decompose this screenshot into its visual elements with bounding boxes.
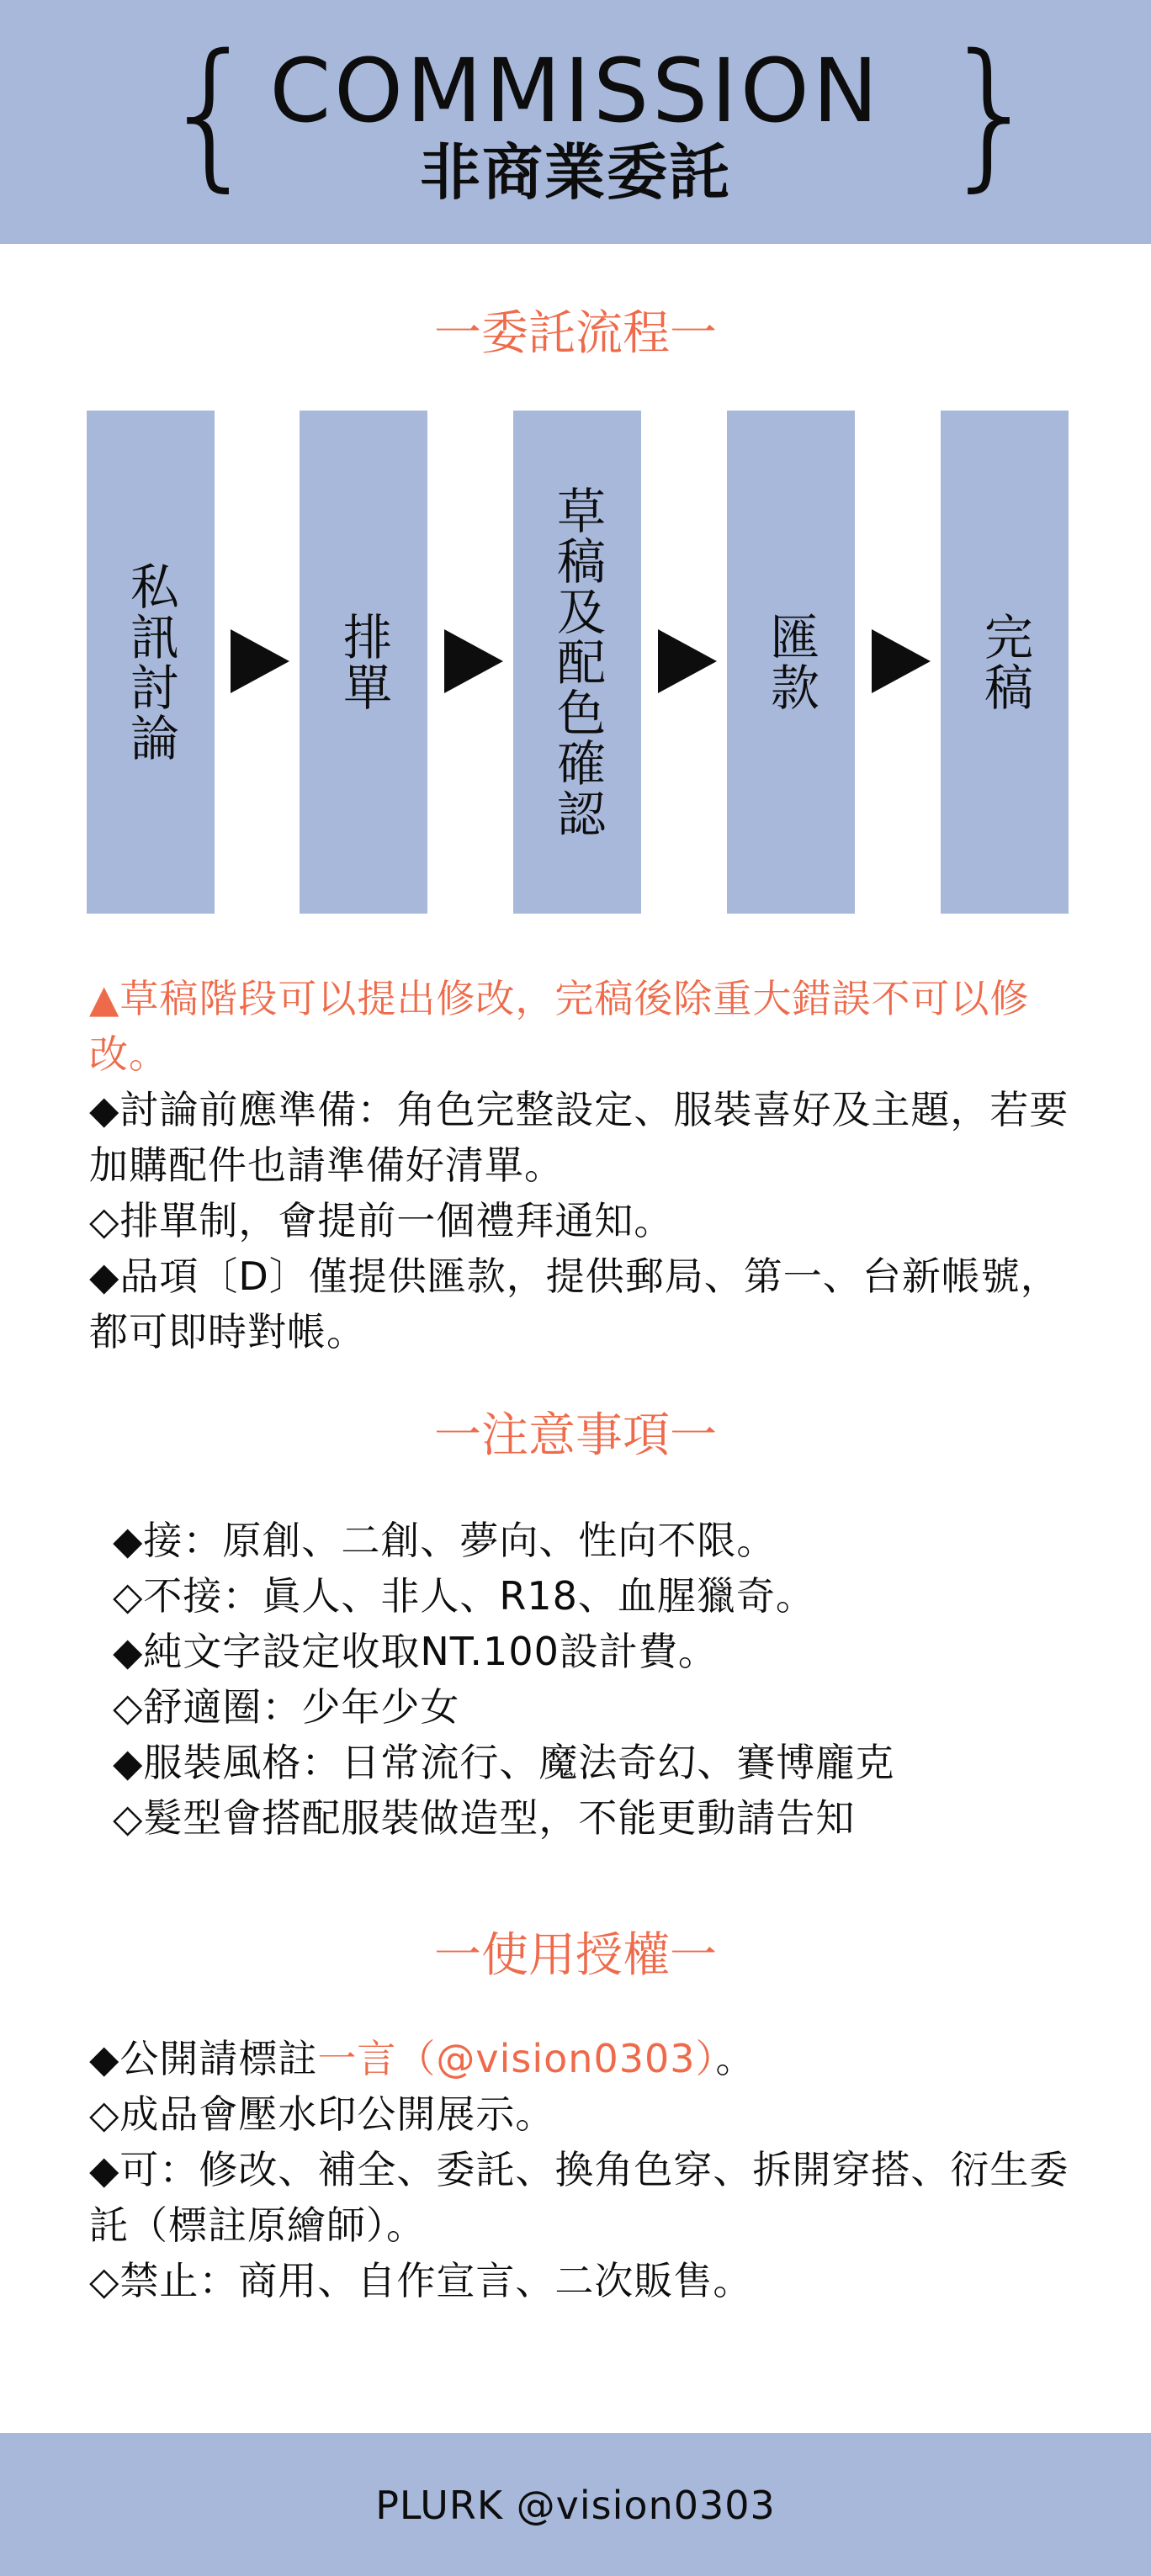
license-credit-line [89,2031,1074,2086]
header-banner [0,0,1151,244]
process-step-2 [300,411,427,914]
notice-section-title: 一注意事項一 [434,1408,717,1463]
page-subtitle: 非商業委託 [419,137,731,208]
process-step-label: 草稿及配色確認 [549,485,606,839]
right-arrow-icon [872,629,931,693]
notice-item: ◇不接：眞人、非人、R18、血腥獵奇。 [113,1573,815,1619]
footer-banner [0,2433,1151,2576]
page-title: COMMISSION [269,40,882,142]
process-note-item: ◆討論前應準備：角色完整設定、服裝喜好及主題，若要加購配件也請準備好清單。 [89,1087,1069,1188]
license-item: ◇成品會壓水印公開展示。 [89,2091,555,2137]
process-notes [89,971,1074,1360]
process-step-label: 完稿 [976,612,1033,713]
notice-item: ◆純文字設定收取NT.100設計費。 [113,1629,718,1674]
process-warning: ▲草稿階段可以提出修改，完稿後除重大錯誤不可以修改。 [89,976,1030,1077]
process-step-label: 排單 [335,612,392,713]
process-step-1 [87,411,215,914]
process-step-4 [727,411,855,914]
notice-item: ◇舒適圈：少年少女 [113,1684,460,1730]
license-list [89,2031,1074,2308]
notice-item: ◆服裝風格：日常流行、魔法奇幻、賽博龐克 [113,1740,895,1785]
license-credit-prefix: ◆公開請標註 [89,2036,318,2081]
license-item: ◆可：修改、補全、委託、換角色穿、拆開穿搭、衍生委託（標註原繪師）。 [89,2147,1069,2248]
right-arrow-icon [231,629,289,693]
process-step-5 [941,411,1069,914]
process-step-label: 匯款 [762,612,819,713]
process-note-item: ◇排單制，會提前一個禮拜通知。 [89,1198,674,1243]
notice-item: ◇髮型會搭配服裝做造型，不能更動請告知 [113,1795,856,1841]
license-credit-name: 一言（@vision0303） [317,2036,716,2081]
notice-item: ◆接：原創、二創、夢向、性向不限。 [113,1518,777,1563]
right-arrow-icon [444,629,503,693]
left-brace: { [160,20,262,206]
process-section-title: 一委託流程一 [434,306,717,361]
notice-list [113,1513,1080,1846]
right-brace: } [941,20,1042,206]
license-section-title: 一使用授權一 [434,1928,717,1983]
license-credit-suffix: 。 [715,2036,756,2081]
process-step-label: 私訊討論 [122,561,179,763]
process-step-3 [513,411,641,914]
process-note-item: ◆品項〔D〕僅提供匯款，提供郵局、第一、台新帳號，都可即時對帳。 [89,1254,1060,1354]
footer-contact: PLURK @vision0303 [375,2483,776,2528]
right-arrow-icon [658,629,717,693]
license-item: ◇禁止：商用、自作宣言、二次販售。 [89,2258,753,2303]
